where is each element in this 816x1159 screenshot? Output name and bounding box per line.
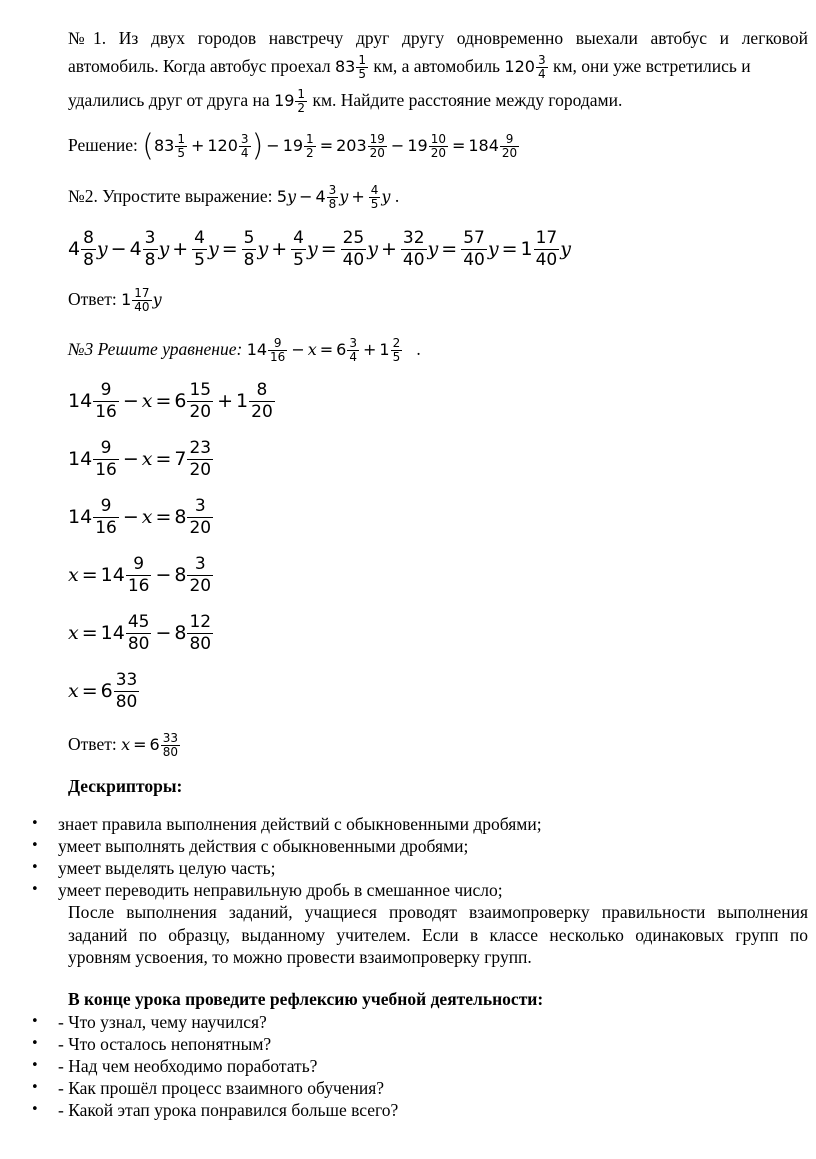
fraction: $\frac{3}{4}$ bbox=[537, 53, 546, 81]
task2-solution: 4 $\frac{8}{8}$ y − 4 $\frac{3}{8}$ y + $\frac{4}{5}$ y = $\frac{5}{8}$ y + $\frac{4}{5}$ y = $\frac{25}{40}$ y + $\frac{32}{40}$ y = $\frac{57}{40}$ y = 1 $\frac{17}{40}$ y bbox=[68, 228, 571, 270]
list-item: • - Какой этап урока понравился больше всего? bbox=[31, 1100, 399, 1120]
list-item: • - Как прошёл процесс взаимного обучения? bbox=[31, 1078, 385, 1098]
task2-answer: Ответ: 1 $\frac{17}{40}$ y bbox=[68, 286, 162, 314]
reflection-title: В конце урока проведите рефлексию учебной деятельности: bbox=[68, 989, 544, 1009]
task2-prompt: №2. Упростите выражение: 5y − 4 $\frac{3}{8}$ y + $\frac{4}{5}$ y . bbox=[68, 183, 400, 211]
task3-step-4: x = 14 $\frac{9}{16}$ − 8 $\frac{3}{20}$ bbox=[68, 554, 212, 596]
task3-prompt: №3 Решите уравнение: 14 $\frac{9}{16}$ − x = 6 $\frac{3}{4}$ + 1 $\frac{2}{5}$ . bbox=[68, 336, 421, 364]
reflection-list bbox=[28, 1011, 398, 1121]
task1-line2: автомобиль. Когда автобус проехал 83 $\frac{1}{5}$ км, а автомобиль 120 $\frac{3}{4}$ км, они уже встретились и bbox=[68, 53, 751, 81]
task1-line1: №1. Из двух городов навстречу друг другу одновременно выехали автобус и легковой bbox=[68, 28, 808, 48]
list-item: • знает правила выполнения действий с обыкновенными дробями; bbox=[31, 814, 542, 834]
task3-step-3: 14 $\frac{9}{16}$ − x = 8 $\frac{3}{20}$ bbox=[68, 496, 212, 538]
list-item: • - Что осталось непонятным? bbox=[31, 1034, 272, 1054]
task3-step-2: 14 $\frac{9}{16}$ − x = 7 $\frac{23}{20}$ bbox=[68, 438, 212, 480]
solution-label: Решение: bbox=[68, 135, 138, 155]
list-item: • - Над чем необходимо поработать? bbox=[31, 1056, 318, 1076]
task1-line3: удалились друг от друга на 19 $\frac{1}{2}$ км. Найдите расстояние между городами. bbox=[68, 87, 623, 115]
list-item: • умеет переводить неправильную дробь в смешанное число; bbox=[31, 880, 503, 900]
descriptors-title: Дескрипторы: bbox=[68, 776, 183, 796]
task3-step-5: x = 14 $\frac{45}{80}$ − 8 $\frac{12}{80}$ bbox=[68, 612, 212, 654]
fraction: $\frac{1}{5}$ bbox=[358, 53, 366, 81]
descriptors-list bbox=[28, 813, 542, 901]
peer-review-paragraph: После выполнения заданий, учащиеся проводят взаимопроверку правильности выполнения заданий по образцу, выданному учителем. Если в классе несколько одинаковых групп по уровням усвоения, то можно провести взаимопроверку групп. bbox=[68, 902, 808, 967]
list-item: • умеет выделять целую часть; bbox=[31, 858, 276, 878]
task1-statement bbox=[68, 26, 808, 50]
task1-solution: Решение: (83 $\frac{1}{5}$ + 120 $\frac{3}{4}$ ) − 19 $\frac{1}{2}$ = 203 $\frac{19}{20}$ − 19 $\frac{10}{20}$ = 184 $\frac{9}{20}$ bbox=[68, 128, 518, 164]
task3-answer: Ответ: x = 6 $\frac{33}{80}$ bbox=[68, 731, 179, 759]
list-item: • - Что узнал, чему научился? bbox=[31, 1012, 267, 1032]
task3-step-1: 14 $\frac{9}{16}$ − x = 6 $\frac{15}{20}$ + 1 $\frac{8}{20}$ bbox=[68, 380, 273, 422]
list-item: • умеет выполнять действия с обыкновенными дробями; bbox=[31, 836, 469, 856]
fraction: $\frac{1}{2}$ bbox=[297, 87, 306, 115]
task3-step-6: x = 6 $\frac{33}{80}$ bbox=[68, 670, 138, 712]
